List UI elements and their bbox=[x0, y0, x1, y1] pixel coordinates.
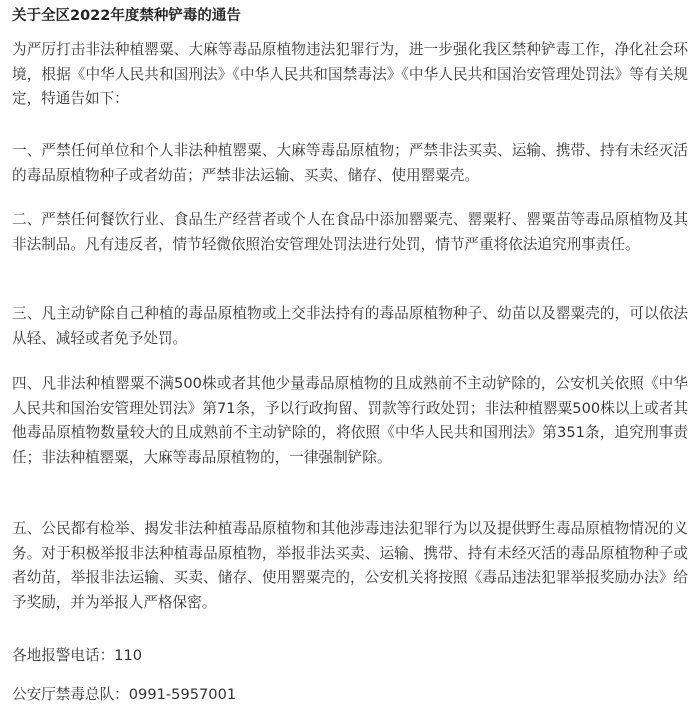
notice-item-4: 四、凡非法种植罂粟不满500株或者其他少量毒品原植物的且成熟前不主动铲除的，公安机关依照《中华人民共和国治安管理处罚法》第71条，予以行政拘留、罚款等行政处罚；非法种植罂粟500株以上或者其他毒品原植物数量较大的且成熟前不主动铲除的，将依照《中华人民共和国刑法》第351条，追究刑事责任；非法种植罂粟，大麻等毒品原植物的，一律强制铲除。 bbox=[12, 375, 688, 467]
narcotics-division-phone: 公安厅禁毒总队：0991-5957001 bbox=[12, 686, 237, 703]
notice-item-2: 二、严禁任何餐饮行业、食品生产经营者或个人在食品中添加罂粟壳、罂粟籽、罂粟苗等毒品原植物及其非法制品。凡有违反者，情节轻微依照治安管理处罚法进行处罚，情节严重将依法追究刑事责任。 bbox=[12, 211, 688, 253]
notice-item-3: 三、凡主动铲除自己种植的毒品原植物或上交非法持有的毒品原植物种子、幼苗以及罂粟壳的，可以依法从轻、减轻或者免予处罚。 bbox=[12, 305, 688, 347]
notice-intro-paragraph: 为严厉打击非法种植罂粟、大麻等毒品原植物违法犯罪行为，进一步强化我区禁种铲毒工作，净化社会环境，根据《中华人民共和国刑法》《中华人民共和国禁毒法》《中华人民共和国治安管理处罚法》等有关规定，特通告如下： bbox=[12, 41, 688, 108]
police-hotline: 各地报警电话：110 bbox=[12, 647, 143, 664]
notice-title: 关于全区2022年度禁种铲毒的通告 bbox=[12, 8, 241, 24]
notice-item-1: 一、严禁任何单位和个人非法种植罂粟、大麻等毒品原植物；严禁非法买卖、运输、携带、持有未经灭活的毒品原植物种子或者幼苗；严禁非法运输、买卖、储存、使用罂粟壳。 bbox=[12, 142, 688, 184]
notice-item-5: 五、公民都有检举、揭发非法种植毒品原植物和其他涉毒违法犯罪行为以及提供野生毒品原植物情况的义务。对于积极举报非法种植毒品原植物，举报非法买卖、运输、携带、持有未经灭活的毒品原植物种子或者幼苗，举报非法运输、买卖、储存、使用罂粟壳的，公安机关将按照《毒品违法犯罪举报奖励办法》给予奖励，并为举报人严格保密。 bbox=[12, 520, 688, 612]
